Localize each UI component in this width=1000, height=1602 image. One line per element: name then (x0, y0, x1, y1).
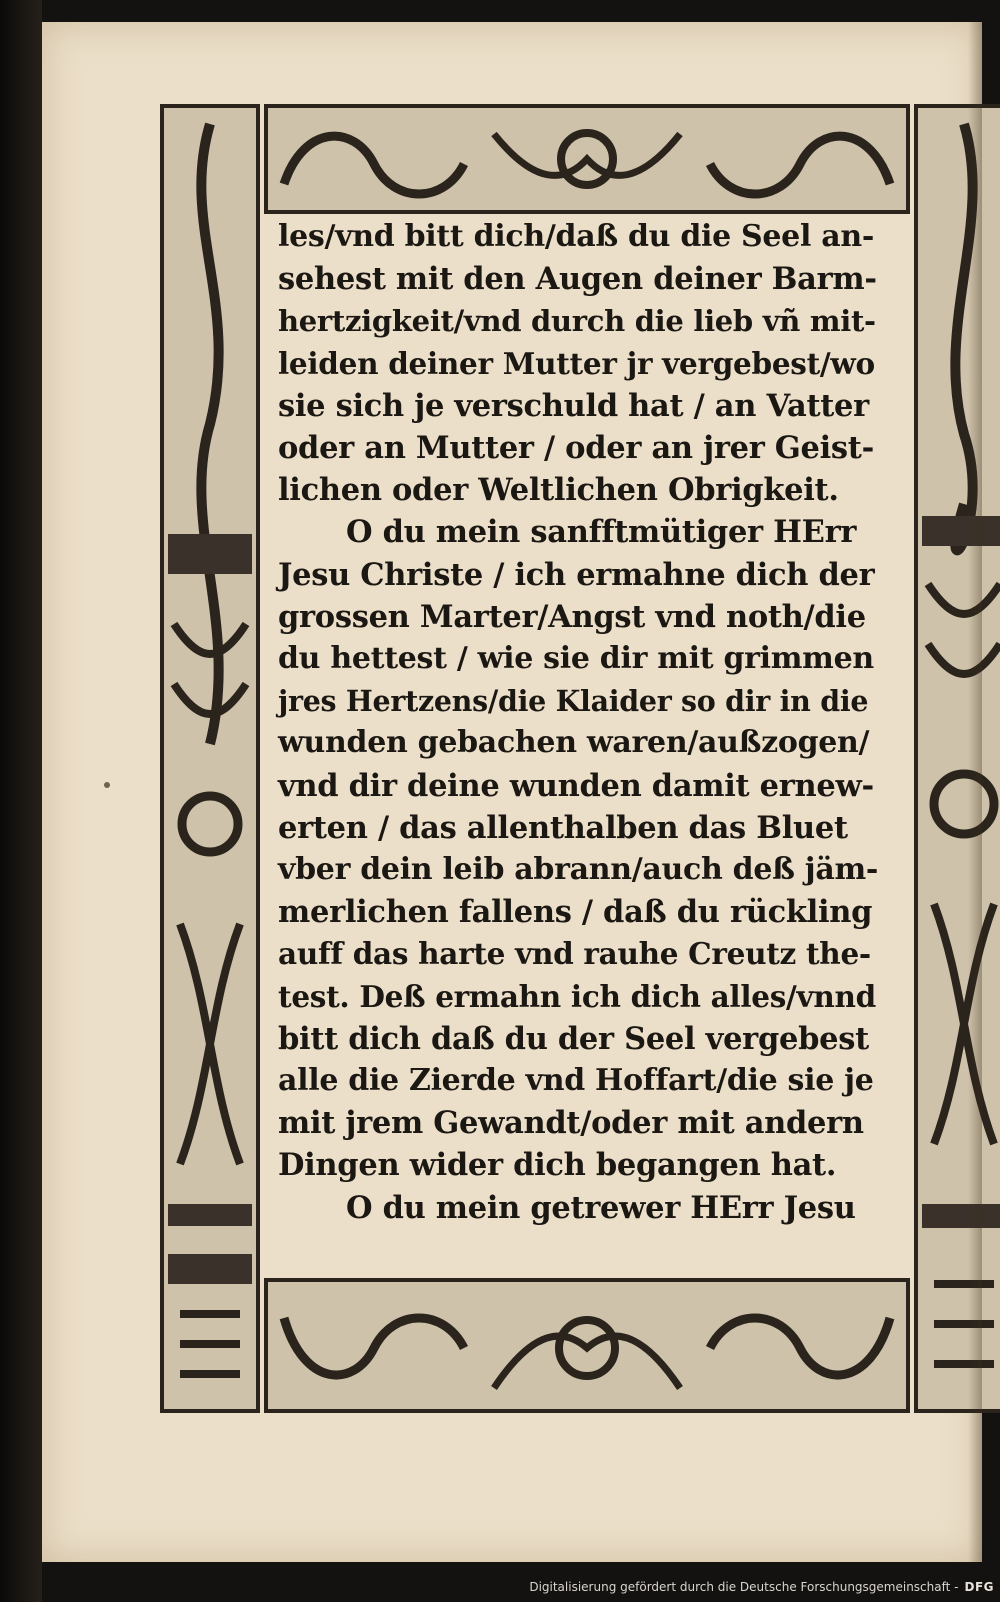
text-line: wunden gebachen waren/außzogen/ (278, 725, 870, 761)
text-line: Dingen wider dich begangen hat. (278, 1147, 837, 1184)
top-ornament-border (264, 104, 910, 214)
text-line: grossen Marter/Angst vnd noth/die (278, 598, 866, 635)
text-line: vnd dir deine wunden damit ernew- (278, 767, 874, 804)
left-ornament-border (160, 104, 260, 1413)
dfg-logo: DFG (964, 1580, 994, 1594)
text-line: bitt dich daß du der Seel vergebest (278, 1020, 869, 1057)
ink-speck (104, 782, 110, 788)
woodcut-frame (160, 104, 1000, 1413)
text-line: sehest mit den Augen deiner Barm- (278, 261, 877, 298)
text-line: alle die Zierde vnd Hoffart/die sie je (278, 1063, 874, 1099)
text-line: erten / das allenthalben das Bluet (278, 809, 848, 846)
right-ornament-border (914, 104, 1000, 1413)
text-line: O du mein getrewer HErr Jesu (346, 1189, 856, 1226)
text-line: test. Deß ermahn ich dich alles/vnnd (278, 978, 876, 1014)
text-line: jres Hertzens/die Klaider so dir in die (278, 684, 869, 719)
text-line: mit jrem Gewandt/oder mit andern (278, 1105, 864, 1142)
book-page (42, 22, 982, 1562)
text-line: vber dein leib abrann/auch deß jäm- (278, 852, 879, 888)
main-text (278, 216, 878, 1268)
digitization-footer (529, 1580, 994, 1600)
text-line: leiden deiner Mutter jr vergebest/wo (278, 345, 875, 381)
text-line: hertzigkeit/vnd durch die lieb vñ mit- (278, 304, 876, 339)
text-line: O du mein sanfftmütiger HErr (346, 514, 857, 551)
text-line: oder an Mutter / oder an jrer Geist- (278, 430, 874, 467)
text-line: auff das harte vnd rauhe Creutz the- (278, 936, 871, 972)
bottom-ornament-border (264, 1278, 910, 1413)
text-line: merlichen fallens / daß du rückling (278, 894, 873, 931)
book-spine (0, 0, 42, 1602)
text-line: sie sich je verschuld hat / an Vatter (278, 387, 869, 424)
text-line: du hettest / wie sie dir mit grimmen (278, 641, 874, 677)
text-line: Jesu Christe / ich ermahne dich der (278, 556, 875, 593)
text-line: les/vnd bitt dich/daß du die Seel an- (278, 219, 875, 254)
text-line: lichen oder Weltlichen Obrigkeit. (278, 472, 839, 509)
footer-text: Digitalisierung gefördert durch die Deutsche Forschungsgemeinschaft - (529, 1580, 959, 1594)
